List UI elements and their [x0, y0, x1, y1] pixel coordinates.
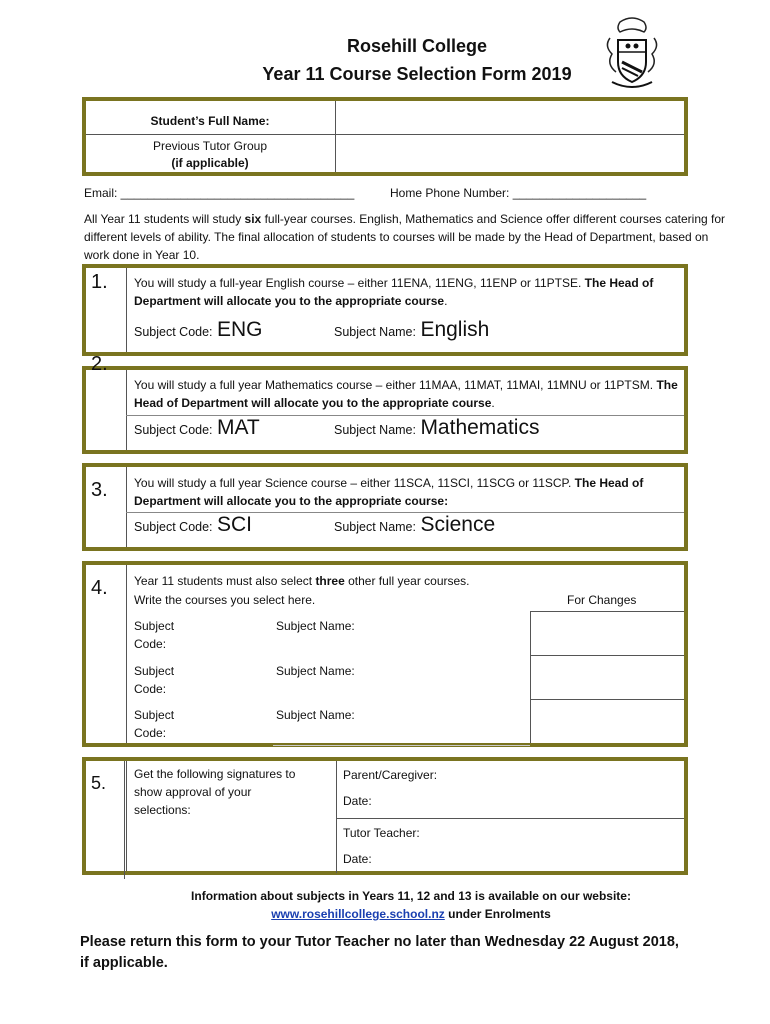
subject-name-value: Mathematics	[420, 416, 540, 439]
elective-code-label: Subject Code:	[134, 619, 175, 651]
website-link[interactable]: www.rosehillcollege.school.nz	[271, 907, 445, 921]
section-number: 5.	[91, 773, 107, 793]
school-name: Rosehill College	[346, 36, 488, 56]
section-number: 4.	[91, 577, 108, 599]
tutor-group-field[interactable]	[337, 135, 684, 172]
elective-2-field[interactable]	[330, 656, 522, 696]
electives-instruction-2: Write the courses you select here.	[134, 593, 316, 607]
tutor-group-note: (if applicable)	[171, 156, 249, 170]
tutor-date-field[interactable]: Date:	[343, 852, 372, 866]
elective-code-label: Subject Code:	[134, 664, 175, 696]
school-crest-icon	[602, 16, 662, 92]
maths-name-row: Subject Name: Mathematics	[334, 416, 540, 439]
return-instruction: Please return this form to your Tutor Teacher no later than Wednesday 22 August 2018, if applicable.	[80, 934, 679, 971]
maths-code-row: Subject Code: MAT	[134, 416, 260, 439]
subject-code-value: SCI	[216, 513, 252, 536]
parent-date-field[interactable]: Date:	[343, 794, 372, 808]
website-line: www.rosehillcollege.school.nz under Enrolments	[271, 907, 551, 921]
english-name-row: Subject Name: English	[334, 318, 490, 341]
subject-code-value: ENG	[216, 318, 263, 341]
for-changes-label: For Changes	[567, 593, 637, 607]
elective-3-field[interactable]	[330, 700, 522, 740]
student-name-field[interactable]	[337, 101, 684, 134]
email-field[interactable]: Email: ___________________________________	[84, 186, 355, 200]
elective-name-label: Subject Name:	[276, 708, 355, 722]
elective-code-label: Subject Code:	[134, 708, 175, 740]
science-description: You will study a full year Science course – either 11SCA, 11SCI, 11SCG or 11SCP. The Head of Department will allocate you to the appropriate course:	[134, 476, 644, 508]
subject-name-value: English	[420, 318, 490, 341]
english-description: You will study a full-year English course – either 11ENA, 11ENG, 11ENP or 11PTSE. The Head of Department will allocate you to the appropriate course.	[134, 276, 654, 308]
signature-instruction: Get the following signatures to show approval of your selections:	[134, 767, 296, 817]
home-phone-field[interactable]: Home Phone Number: ____________________	[390, 186, 647, 200]
tutor-group-label: Previous Tutor Group	[152, 139, 268, 153]
maths-description: You will study a full year Mathematics course – either 11MAA, 11MAT, 11MAI, 11MNU or 11PTSM. The Head of Department will allocate you to the appropriate course.	[134, 378, 678, 410]
electives-instruction: Year 11 students must also select three other full year courses.	[134, 574, 470, 588]
elective-3-change-field[interactable]	[531, 700, 681, 740]
science-code-row: Subject Code: SCI	[134, 513, 252, 536]
parent-signature-field[interactable]: Parent/Caregiver:	[343, 768, 438, 782]
science-name-row: Subject Name: Science	[334, 513, 496, 536]
info-line: Information about subjects in Years 11, 12 and 13 is available on our website:	[191, 889, 631, 903]
section-number: 3.	[91, 479, 108, 501]
tutor-signature-field[interactable]: Tutor Teacher:	[343, 826, 420, 840]
section-number: 2.	[91, 353, 108, 375]
elective-1-field[interactable]	[330, 611, 522, 651]
student-name-label: Student’s Full Name:	[150, 114, 270, 128]
elective-name-label: Subject Name:	[276, 619, 355, 633]
elective-2-change-field[interactable]	[531, 656, 681, 696]
elective-name-label: Subject Name:	[276, 664, 355, 678]
subject-code-value: MAT	[216, 416, 260, 439]
intro-paragraph: All Year 11 students will study six full-year courses. English, Mathematics and Science offer different courses catering for different levels of ability. The final allocation of students to courses will be made by the Head of Department, based on work done in Year 10.	[84, 212, 726, 262]
section-number: 1.	[91, 271, 108, 293]
form-title: Year 11 Course Selection Form 2019	[262, 64, 572, 84]
english-code-row: Subject Code: ENG	[134, 318, 263, 341]
subject-name-value: Science	[420, 513, 496, 536]
elective-1-change-field[interactable]	[531, 612, 681, 652]
